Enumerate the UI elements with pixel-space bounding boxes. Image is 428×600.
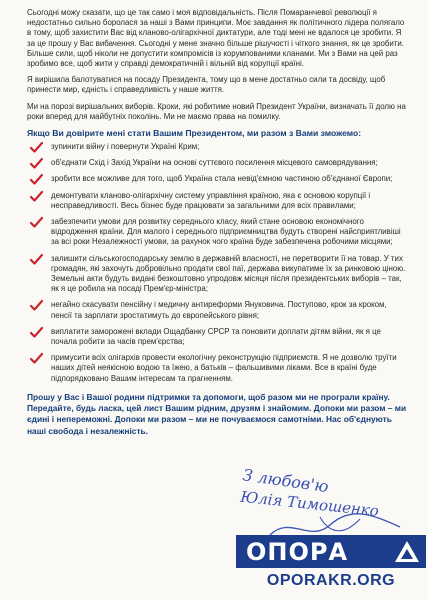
list-item-text: залишити сільськогосподарську землю в державній власності, не перетворити її на товар. У тих громадян, які захочуть добровільно продати свої паї, держава викупатиме їх за ринковою ціною. Земельні акти будуть видані безкоштовно упродовж місяця після президентських виборів – так, як я це робила на посаді Прем'єр-міністра; xyxy=(51,253,406,294)
closing-appeal: Прошу у Вас і Вашої родини підтримки та допомоги, щоб разом ми не програли країну. Передайте, будь ласка, цей лист Вашим рідним, друзям і знайомим. Допоки ми разом – ми єдині і непереможні. Допоки ми разом – ми не почуваємося самотніми. Нас об'єднують наші свобода і незалежність. xyxy=(27,391,407,436)
checkmark-icon xyxy=(30,300,43,311)
list-item-text: виплатити заморожені вклади Ощадбанку СРСР та поновити доплати дітям війни, як я це почала робити за часів прем'єрства; xyxy=(51,326,381,347)
list-item-text: зупинити війну і повернути Україні Крим; xyxy=(51,142,200,152)
list-item xyxy=(27,353,409,384)
promises-heading: Якщо Ви довірите мені стати Вашим Президентом, ми разом з Вами зможемо: xyxy=(27,128,362,139)
list-item-text: примусити всіх олігархів провести екологічну реконструкцію підприємств. Я не дозволю труїти наших дітей неякісною водою та їжею, а батьків – фальшивими ліками. Все в країні буде підпорядковано Вашим інтересам та прагненням. xyxy=(51,353,397,383)
signature-closing: З любов'ю xyxy=(241,465,330,497)
list-item-text: негайно скасувати пенсійну і медичну антиреформи Януковича. Поступово, крок за кроком, пенсії та зарплати зростатимуть до європейського рівня; xyxy=(51,300,387,320)
list-item-text: забезпечити умови для розвитку середнього класу, який стане основою економічного відродження країни. Для малого і середнього підприємництва будуть створені найсприятливіші за всі роки Незалежності умови, за рахунок чого країна буде забезпечена робочими місцями; xyxy=(51,217,401,247)
promises-list xyxy=(27,142,409,384)
list-item xyxy=(27,191,409,211)
list-item xyxy=(27,158,409,168)
checkmark-icon xyxy=(30,142,43,153)
checkmark-icon xyxy=(30,217,43,228)
list-item-text: зробити все можливе для того, щоб Україна стала невід'ємною частиною об'єднаної Європи; xyxy=(51,174,393,184)
list-item xyxy=(27,327,409,347)
triangle-logo-icon xyxy=(394,540,420,563)
list-item xyxy=(27,217,409,248)
list-item xyxy=(27,142,409,152)
list-item xyxy=(27,174,409,184)
checkmark-icon xyxy=(30,327,43,338)
list-item-text: демонтувати кланово-олігархічну систему управління країною, яка є основою корупції і несправедливості. Весь бізнес буде працювати за загальними для всіх правилами; xyxy=(51,190,371,210)
watermark-name: ОПОРА xyxy=(246,537,349,566)
list-item xyxy=(27,300,409,320)
paragraph-decision: Я вирішила балотуватися на посаду Президента, тому що в мене достатньо сили та досвіду, щоб принести мир, єдність і справедливість у наше життя. xyxy=(27,75,386,95)
signature-name: Юлія Тимошенко xyxy=(239,487,380,521)
checkmark-icon xyxy=(30,254,43,265)
checkmark-icon xyxy=(30,174,43,185)
list-item xyxy=(27,254,409,295)
paragraph-apology: Сьогодні можу сказати, що це так само і моя відповідальність. Після Помаранчевої революції я недостатньо сильно боролася за наші з Вами принципи. Моє завдання як політичного лідера полягало в тому, щоб захистити Вас від клановo-олігархічної диктатури, але тоді мені не вдалося це зробити. Я за це прошу у Вас вибачення. Сьогодні у мене значно більше рішучості і чіткого знання, як це зробити. Більше сили, щоб ніколи не допустити компромісів із корумпованими кланами. Ми з Вами на цей раз зробимо все, щоб жити у справді демократичній і вільній від корупції країні. xyxy=(27,8,405,69)
checkmark-icon xyxy=(30,353,43,364)
checkmark-icon xyxy=(30,158,43,169)
letter-body xyxy=(27,8,409,437)
watermark-banner xyxy=(236,535,426,568)
paragraph-elections: Ми на порозі вирішальних виборів. Кроки, які робитиме новий Президент України, визначать її долю на роки вперед для майбутніх поколінь. Ми не маємо права на помилку. xyxy=(27,101,406,121)
list-item-text: об'єднати Схід і Захід України на основі суттєвого посилення місцевого самоврядування; xyxy=(51,158,378,168)
checkmark-icon xyxy=(30,191,43,202)
watermark-url: OPORAKR.ORG xyxy=(266,572,396,589)
